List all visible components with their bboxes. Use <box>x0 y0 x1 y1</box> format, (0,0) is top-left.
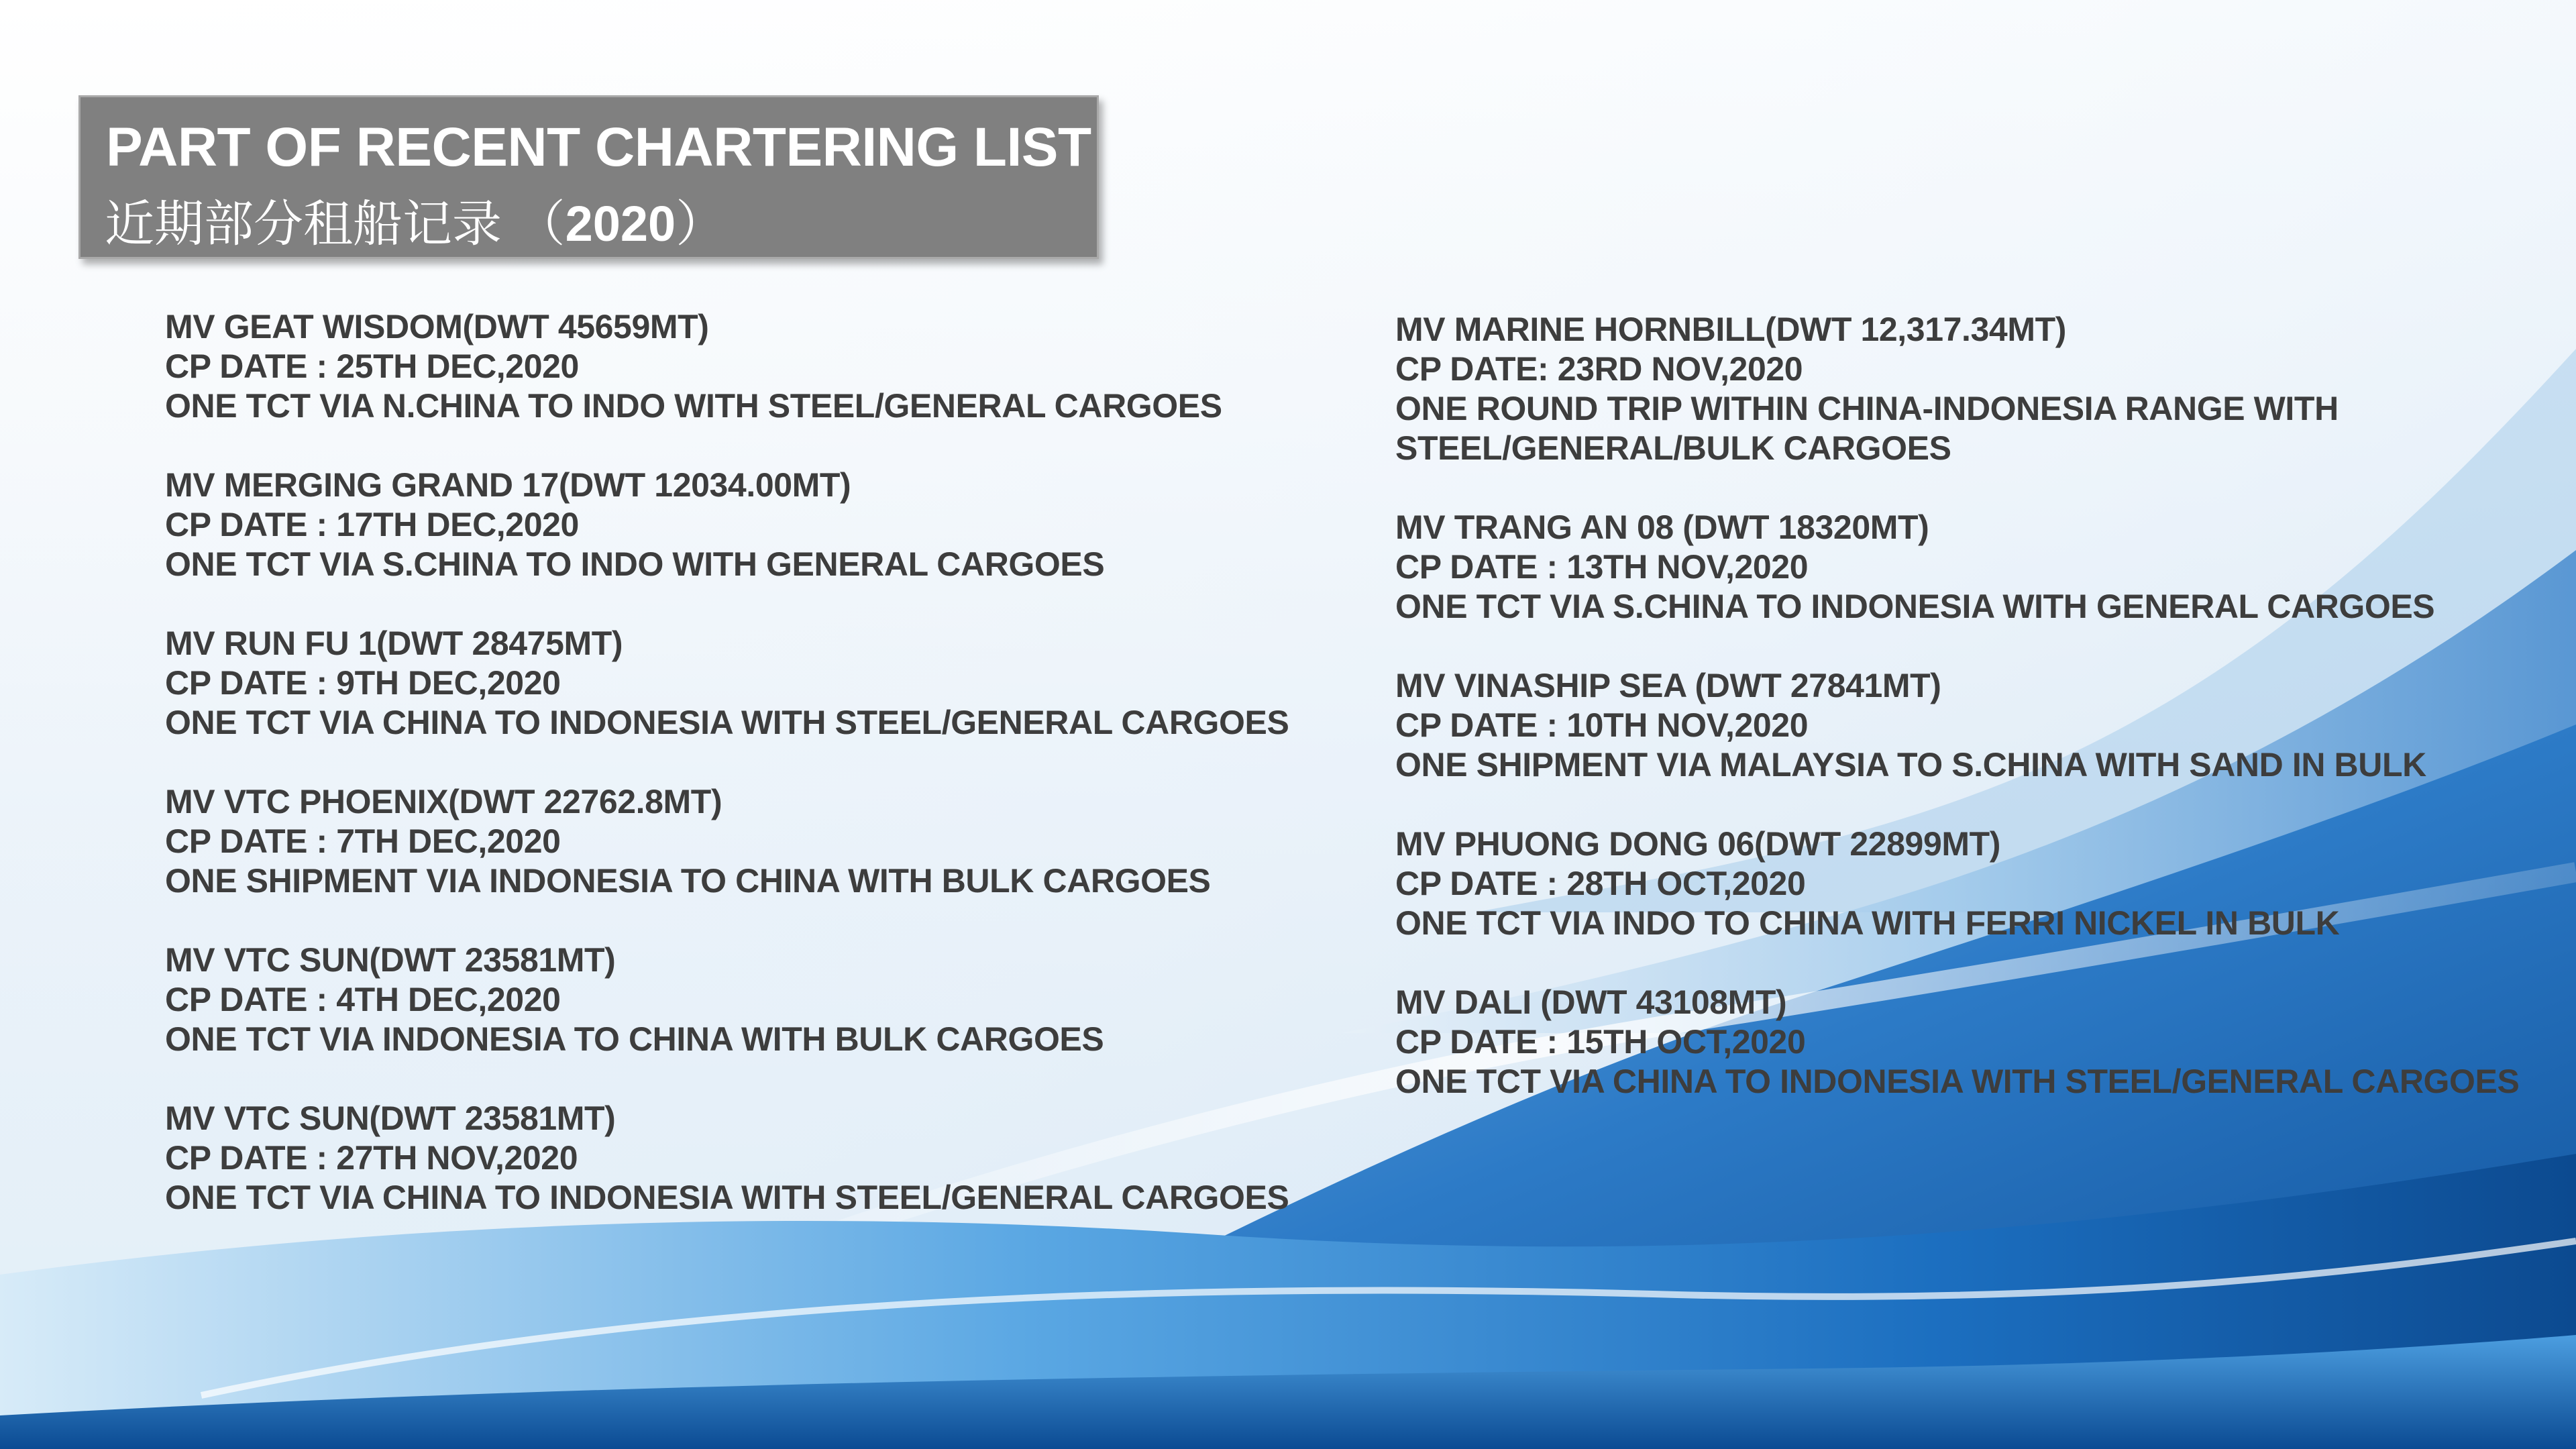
charter-entry <box>165 307 1305 426</box>
vessel-name: MV VINASHIP SEA (DWT 27841MT) <box>1395 667 1941 704</box>
vessel-name: MV PHUONG DONG 06(DWT 22899MT) <box>1395 825 2001 863</box>
voyage-description: ONE TCT VIA INDO TO CHINA WITH FERRI NICKEL IN BULK <box>1395 904 2340 942</box>
cp-date: CP DATE : 28TH OCT,2020 <box>1395 865 1806 902</box>
title-year: 2020 <box>565 196 676 252</box>
vessel-name: MV VTC SUN(DWT 23581MT) <box>165 1099 616 1137</box>
cp-date: CP DATE : 17TH DEC,2020 <box>165 506 579 543</box>
cp-date: CP DATE : 10TH NOV,2020 <box>1395 706 1809 744</box>
charter-entry <box>165 1099 1305 1218</box>
vessel-name: MV MERGING GRAND 17(DWT 12034.00MT) <box>165 466 851 504</box>
cp-date: CP DATE : 4TH DEC,2020 <box>165 981 561 1018</box>
voyage-description: ONE TCT VIA CHINA TO INDONESIA WITH STEEL/GENERAL CARGOES <box>165 704 1289 741</box>
title-chinese <box>105 184 725 256</box>
cp-date: CP DATE: 23RD NOV,2020 <box>1395 350 1803 388</box>
vessel-name: MV GEAT WISDOM(DWT 45659MT) <box>165 308 709 345</box>
vessel-name: MV VTC PHOENIX(DWT 22762.8MT) <box>165 783 722 820</box>
cp-date: CP DATE : 9TH DEC,2020 <box>165 664 561 702</box>
voyage-description: ONE TCT VIA CHINA TO INDONESIA WITH STEEL/GENERAL CARGOES <box>165 1179 1289 1216</box>
voyage-description: ONE TCT VIA N.CHINA TO INDO WITH STEEL/GENERAL CARGOES <box>165 387 1222 425</box>
charter-entry <box>1395 310 2536 468</box>
vessel-name: MV RUN FU 1(DWT 28475MT) <box>165 625 623 662</box>
charter-entry <box>165 941 1305 1059</box>
title-close-paren: ） <box>676 196 726 252</box>
right-column <box>1395 310 2536 1141</box>
cp-date: CP DATE : 15TH OCT,2020 <box>1395 1023 1806 1061</box>
charter-entry <box>165 624 1305 743</box>
charter-entry <box>1395 983 2536 1102</box>
vessel-name: MV VTC SUN(DWT 23581MT) <box>165 941 616 979</box>
voyage-description: ONE TCT VIA CHINA TO INDONESIA WITH STEEL/GENERAL CARGOES <box>1395 1063 2520 1100</box>
cp-date: CP DATE : 13TH NOV,2020 <box>1395 548 1809 586</box>
cp-date: CP DATE : 7TH DEC,2020 <box>165 822 561 860</box>
voyage-description: ONE ROUND TRIP WITHIN CHINA-INDONESIA RANGE WITH <box>1395 390 2339 427</box>
left-column <box>165 307 1305 1257</box>
charter-entry <box>165 466 1305 584</box>
voyage-description: ONE TCT VIA INDONESIA TO CHINA WITH BULK CARGOES <box>165 1020 1104 1058</box>
title-box <box>78 95 1099 259</box>
voyage-description: ONE TCT VIA S.CHINA TO INDONESIA WITH GENERAL CARGOES <box>1395 588 2435 625</box>
charter-entry <box>165 782 1305 901</box>
cp-date: CP DATE : 25TH DEC,2020 <box>165 347 579 385</box>
charter-entry <box>1395 508 2536 627</box>
vessel-name: MV TRANG AN 08 (DWT 18320MT) <box>1395 508 1929 546</box>
title-english: PART OF RECENT CHARTERING LIST <box>106 117 1091 178</box>
voyage-description: ONE SHIPMENT VIA INDONESIA TO CHINA WITH BULK CARGOES <box>165 862 1211 900</box>
charter-entry <box>1395 824 2536 943</box>
voyage-description: ONE TCT VIA S.CHINA TO INDO WITH GENERAL CARGOES <box>165 545 1105 583</box>
title-chinese-text: 近期部分租船记录 （ <box>105 196 566 252</box>
charter-entry <box>1395 666 2536 785</box>
cp-date: CP DATE : 27TH NOV,2020 <box>165 1139 578 1177</box>
voyage-description-continued: STEEL/GENERAL/BULK CARGOES <box>1395 429 1951 467</box>
vessel-name: MV MARINE HORNBILL(DWT 12,317.34MT) <box>1395 311 2066 348</box>
voyage-description: ONE SHIPMENT VIA MALAYSIA TO S.CHINA WITH SAND IN BULK <box>1395 746 2426 784</box>
vessel-name: MV DALI (DWT 43108MT) <box>1395 983 1787 1021</box>
